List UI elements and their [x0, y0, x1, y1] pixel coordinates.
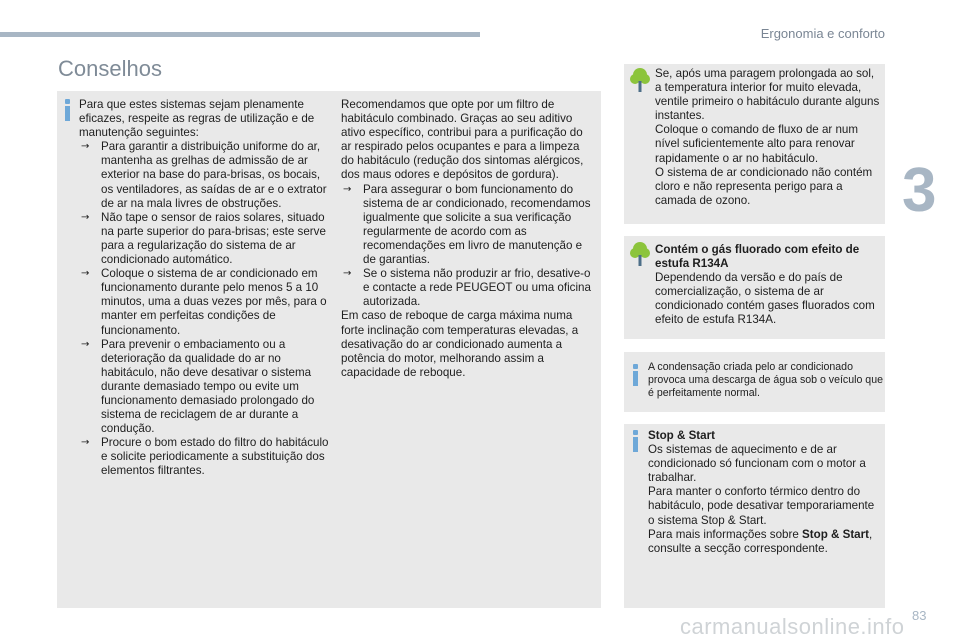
- list-item: → Para garantir a distribuição uniforme do ar, mantenha as grelhas de admissão de ar exterior na base do para-brisas, os bocais, os ventiladores, as saídas de ar e o extrator de ar na mala livres de obstruções.: [79, 140, 332, 210]
- list-item: → Coloque o sistema de ar condicionado em funcionamento durante pelo menos 5 a 10 minutos, uma a duas vezes por mês, para o manter em perfeitas condições de funcionamento.: [79, 267, 332, 337]
- col1-intro: Para que estes sistemas sejam plenamente eficazes, respeite as regras de utilização e de manutenção seguintes:: [79, 98, 315, 140]
- eco-tip-line: Coloque o comando de fluxo de ar num nível suficientemente alto para renovar rapidamente o ar no habitáculo.: [655, 123, 859, 165]
- stop-start-text: [648, 429, 881, 556]
- advice-column-1: [79, 98, 332, 479]
- stop-start-box: [624, 424, 885, 608]
- list-item: → Se o sistema não produzir ar frio, desative-o e contacte a rede PEUGEOT ou uma oficina autorizada.: [341, 267, 591, 309]
- list-item: → Para prevenir o embaciamento ou a deterioração da qualidade do ar no habitáculo, não deve desativar o sistema durante demasiado tempo ou evite um funcionamento demasiado prolongado do sistema de reciclagem de ar durante a condução.: [79, 338, 332, 437]
- stop-start-ref-pre: Para mais informações sobre: [648, 527, 803, 541]
- list-item: → Procure o bom estado do filtro do habitáculo e solicite periodicamente a substituição dos elementos filtrantes.: [79, 436, 332, 478]
- list-item: → Para assegurar o bom funcionamento do sistema de ar condicionado, recomendamos igualmente que solicite a sua verificação regularmente de acordo com as recomendações em livro de manutenção e de garantias.: [341, 183, 591, 268]
- fluorinated-gas-title: Contém o gás fluorado com efeito de estufa R134A: [655, 243, 860, 271]
- advice-panel: [57, 91, 601, 608]
- stop-start-line: Para manter o conforto térmico dentro do habitáculo, pode desativar temporariamente o sistema Stop & Start.: [648, 485, 875, 527]
- eco-tip-line: Se, após uma paragem prolongada ao sol, a temperatura interior for muito elevada, ventile primeiro o habitáculo durante alguns instantes.: [655, 67, 880, 123]
- stop-start-line: [648, 528, 881, 556]
- col1-list: [79, 140, 332, 478]
- eco-tip-box: [624, 64, 885, 224]
- eco-tip-line: O sistema de ar condicionado não contém cloro e não representa perigo para a camada de ozono.: [655, 165, 873, 207]
- eco-tree-icon: [629, 241, 651, 267]
- condensation-text: A condensação criada pelo ar condicionado provoca uma descarga de água sob o veículo que é perfeitamente normal.: [648, 361, 883, 400]
- col2-outro: Em caso de reboque de carga máxima numa forte inclinação com temperaturas elevadas, a desativação do ar condicionado aumenta a potência do motor, melhorando assim a capacidade de reboque.: [341, 309, 579, 379]
- col2-intro: Recomendamos que opte por um filtro de habitáculo combinado. Graças ao seu aditivo ativo específico, contribui para a purificação do ar respirado pelos ocupantes e para a limpeza do habitáculo (redução dos sintomas alérgicos, dos maus odores e depósitos de gordura).: [341, 98, 584, 182]
- fluorinated-gas-text: [655, 243, 880, 328]
- header-bar: [0, 32, 480, 37]
- list-item: → Não tape o sensor de raios solares, situado na parte superior do para-brisas; este serve para a regularização do sistema de ar condicionado automático.: [79, 211, 332, 267]
- stop-start-title: Stop & Start: [648, 429, 715, 442]
- eco-tree-icon: [629, 67, 651, 93]
- watermark: carmanualsonline.info: [680, 614, 905, 639]
- fluorinated-gas-body: Dependendo da versão e do país de comercialização, o sistema de ar condicionado contém gases fluorados com efeito de estufa R134A.: [655, 271, 875, 327]
- advice-column-2: [341, 98, 591, 380]
- eco-tip-text: [655, 67, 880, 208]
- stop-start-ref-bold: Stop & Start: [802, 527, 870, 541]
- stop-start-ref-post: , consulte a secção correspondente.: [648, 527, 873, 555]
- col2-list: [341, 183, 591, 310]
- page-number: 83: [912, 608, 927, 623]
- fluorinated-gas-box: [624, 236, 885, 339]
- page-title: Conselhos: [58, 56, 162, 81]
- stop-start-line: Os sistemas de aquecimento e de ar condicionado só funcionam com o motor a trabalhar.: [648, 443, 866, 485]
- section-title: Ergonomia e conforto: [760, 26, 885, 41]
- chapter-number: 3: [902, 156, 937, 225]
- condensation-box: [624, 352, 885, 412]
